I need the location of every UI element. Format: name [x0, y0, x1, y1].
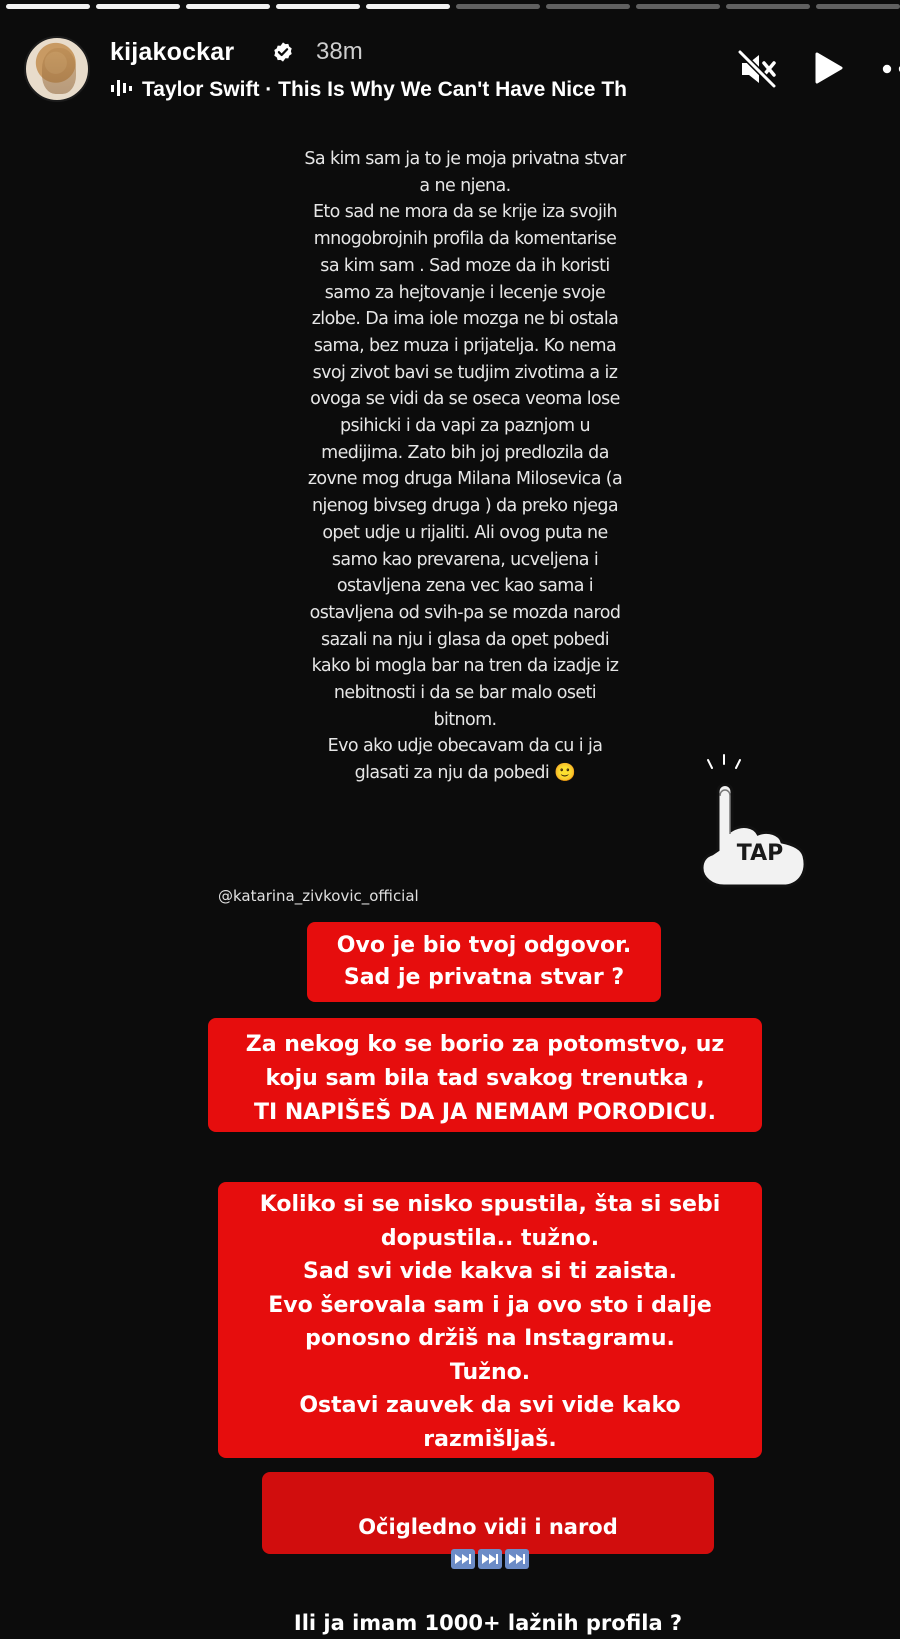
story-progress-segment	[456, 4, 540, 9]
story-progress-segment	[276, 4, 360, 9]
music-label[interactable]	[110, 78, 710, 108]
story-progress-segment	[96, 4, 180, 9]
story-progress-segment	[366, 4, 450, 9]
tap-sticker[interactable]	[690, 752, 820, 892]
more-options-icon[interactable]	[882, 64, 900, 74]
music-bars-icon	[110, 78, 134, 98]
play-icon[interactable]	[810, 50, 846, 86]
story-progress-bar	[6, 4, 900, 10]
story-progress-segment	[726, 4, 810, 9]
red-caption-2: Za nekog ko se borio za potomstvo, uz koju sam bila tad svakog trenutka , TI NAPIŠEŠ DA JA NEMAM PORODICU.	[208, 1018, 762, 1132]
username[interactable]: kijakockar	[110, 38, 235, 66]
red-caption-4	[262, 1472, 714, 1635]
verified-badge-icon	[272, 41, 294, 63]
fast-forward-emoji-icon	[505, 1549, 529, 1569]
music-track: Taylor Swift · This Is Why We Can't Have Nice Th	[142, 78, 627, 101]
shared-post-text: Sa kim sam ja to je moja privatna stvar a ne njena. Eto sad ne mora da se krije iza svojih mnogobrojnih profila da komentarise sa kim sam . Sad moze da ih koristi samo za hejtovanje i lecenje svoje zlobe. Da ima iole mozga ne bi ostala sama, bez muza i prijatelja. Ko nema svoj zivot bavi se tudjim zivotima a iz ovoga se vidi da se oseca veoma lose psihicki i da vapi za paznjom u medijima. Zato bih joj predlozila da zovne mog druga Milana Milosevica (a njenog bivseg druga ) da preko njega opet udje u rijaliti. Ali ovog puta ne samo kao prevarena, ucveljena i ostavljena zena vec kao sama i ostavljena od svih-pa se mozda narod sazali na nju i glasa da opet pobedi kako bi mogla bar na tren da izadje iz nebitnosti i da se bar malo oseti bitnom. Evo ako udje obecavam da cu i ja glasati za nju da pobedi 🙂	[304, 149, 626, 784]
mention-tag[interactable]: @katarina_zivkovic_official	[218, 887, 419, 905]
fast-forward-emoji-icon	[451, 1549, 475, 1569]
red-caption-3: Koliko si se nisko spustila, šta si sebi dopustila.. tužno. Sad svi vide kakva si ti zaista. Evo šerovala sam i ja ovo sto i dalje ponosno držiš na Instagramu. Tužno. Ostavi zauvek da svi vide kako razmišljaš.	[218, 1182, 762, 1458]
story-progress-segment	[186, 4, 270, 9]
story-progress-segment	[546, 4, 630, 9]
story-progress-segment	[636, 4, 720, 9]
red-caption-4-line-2: Ili ja imam 1000+ lažnih profila ?	[293, 1611, 683, 1635]
red-caption-1: Ovo je bio tvoj odgovor. Sad je privatna stvar ?	[307, 922, 661, 1002]
story-progress-segment	[816, 4, 900, 9]
fast-forward-emoji-icon	[478, 1549, 502, 1569]
volume-muted-icon[interactable]	[736, 48, 778, 90]
story-progress-segment	[6, 4, 90, 9]
post-time: 38m	[316, 38, 363, 65]
story-header	[24, 36, 900, 106]
avatar[interactable]	[24, 36, 90, 102]
tap-sticker-label: TAP	[736, 841, 784, 866]
red-caption-4-line-1: Očigledno vidi i narod	[358, 1515, 618, 1539]
